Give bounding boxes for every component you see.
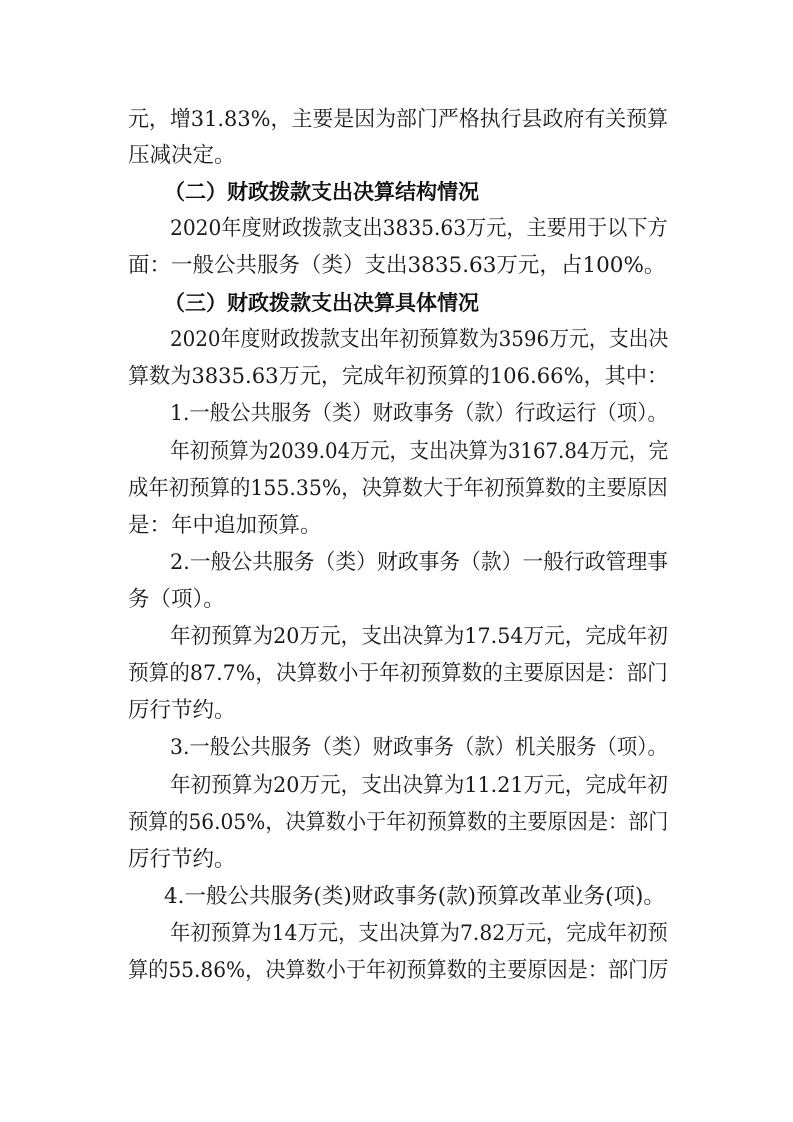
text-line: 厉行节约。 — [128, 698, 236, 723]
section-heading: （三）财政拨款支出决算具体情况 — [164, 291, 479, 315]
text-line: 厉行节约。 — [128, 847, 236, 872]
text-line: 算的55.86%，决算数小于年初预算数的主要原因是：部门厉 — [128, 958, 669, 983]
text-line: 是：年中追加预算。 — [128, 513, 322, 538]
text-line: 成年初预算的155.35%，决算数大于年初预算数的主要原因 — [128, 476, 668, 501]
section-heading: （二）财政拨款支出决算结构情况 — [164, 180, 479, 204]
text-line: 压减决定。 — [128, 143, 236, 168]
text-line: 4.一般公共服务(类)财政事务(款)预算改革业务(项)。 — [164, 884, 665, 909]
text-line: 年初预算为20万元，支出决算为17.54万元，完成年初 — [170, 624, 668, 649]
text-line: 年初预算为2039.04万元，支出决算为3167.84万元，完 — [170, 439, 669, 464]
text-line: 2.一般公共服务（类）财政事务（款）一般行政管理事 — [170, 550, 669, 575]
text-line: 务（项）。 — [128, 587, 225, 612]
text-line: 年初预算为20万元，支出决算为11.21万元，完成年初 — [170, 773, 668, 798]
text-line: 预算的56.05%，决算数小于年初预算数的主要原因是：部门 — [128, 810, 669, 835]
text-line: 2020年度财政拨款支出3835.63万元，主要用于以下方 — [170, 216, 668, 241]
text-line: 1.一般公共服务（类）财政事务（款）行政运行（项）。 — [170, 401, 668, 426]
text-line: 预算的87.7%，决算数小于年初预算数的主要原因是：部门 — [128, 661, 668, 686]
text-line: 年初预算为14万元，支出决算为7.82万元，完成年初预 — [170, 921, 668, 946]
text-line: 3.一般公共服务（类）财政事务（款）机关服务（项）。 — [170, 735, 668, 760]
text-line: 2020年度财政拨款支出年初预算数为3596万元，支出决 — [170, 327, 669, 352]
text-line: 元，增31.83%，主要是因为部门严格执行县政府有关预算 — [128, 107, 668, 132]
text-line: 面：一般公共服务（类）支出3835.63万元，占100%。 — [128, 253, 666, 278]
text-line: 算数为3835.63万元，完成年初预算的106.66%，其中： — [128, 364, 669, 389]
